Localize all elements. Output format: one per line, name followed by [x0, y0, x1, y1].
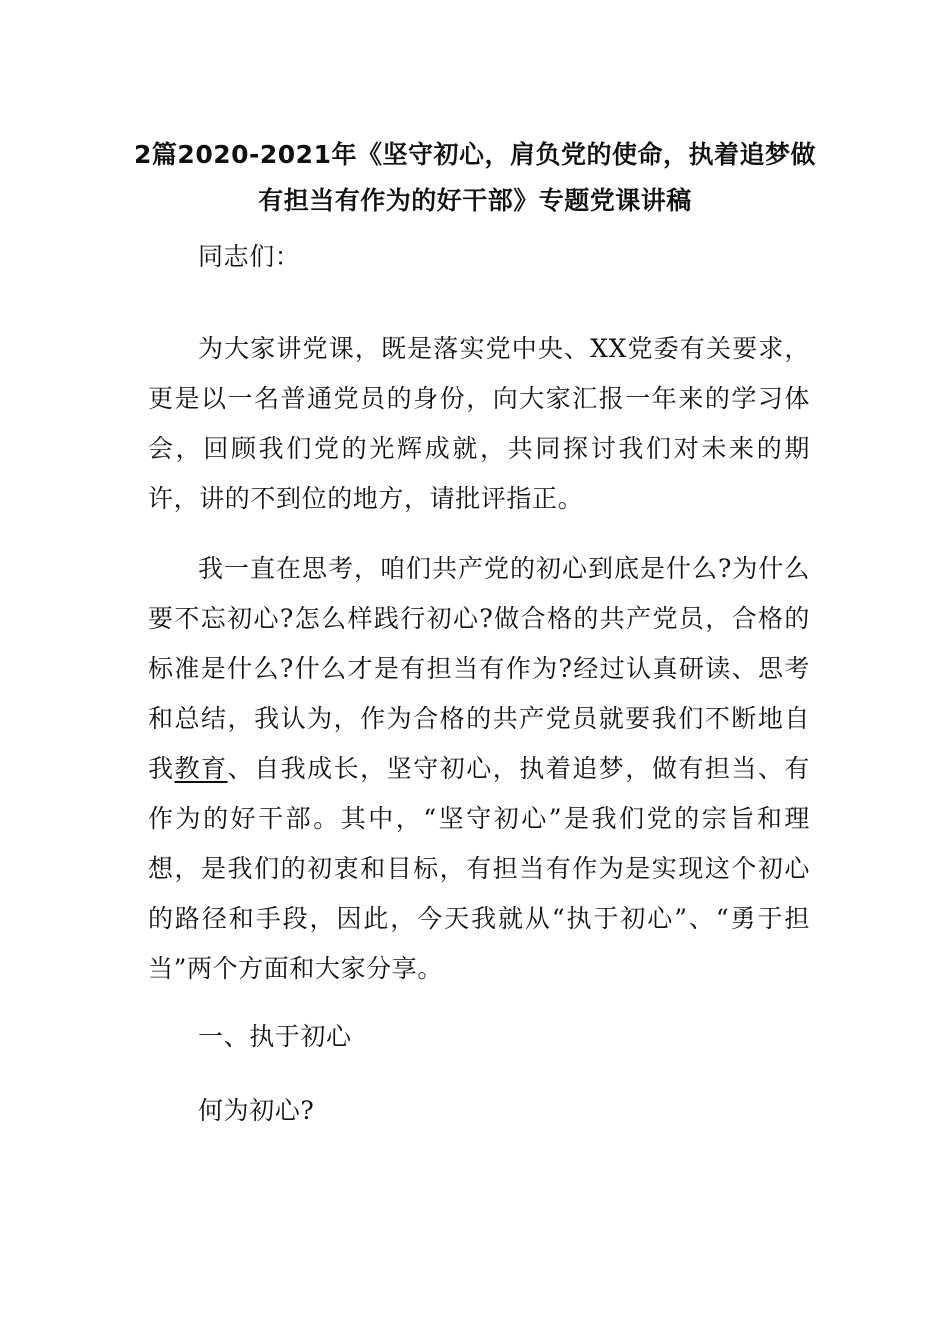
underlined-term: 教育: [174, 754, 228, 783]
title-line-1: 2篇2020-2021年《坚守初心，肩负党的使命，执着追梦做: [134, 140, 816, 169]
paragraph-2: [148, 544, 810, 994]
paragraph-1-block: [148, 324, 810, 524]
greeting-block: [148, 232, 810, 282]
question-1: 何为初心?: [198, 1096, 315, 1125]
section-1-heading: 一、执于初心: [198, 1022, 352, 1051]
title-line-2: 有担当有作为的好干部》专题党课讲稿: [258, 186, 692, 215]
section-1-block: [148, 1012, 810, 1062]
document-title: [100, 132, 850, 224]
greeting: 同志们：: [198, 242, 301, 271]
paragraph-1: 为大家讲党课，既是落实党中央、XX党委有关要求，更是以一名普通党员的身份，向大家汇报一年来的学习体会，回顾我们党的光辉成就，共同探讨我们对未来的期许，讲的不到位的地方，请批评指正。: [148, 334, 810, 513]
paragraph-2-text-a: 我一直在思考，咱们共产党的初心到底是什么?为什么要不忘初心?怎么样践行初心?做合格的共产党员，合格的标准是什么?什么才是有担当有作为?经过认真研读、思考和总结，我认为，作为合格的共产党员就要我们不断地自我: [148, 554, 810, 783]
question-block: [148, 1086, 810, 1136]
paragraph-2-text-b: 、自我成长，坚守初心，执着追梦，做有担当、有作为的好干部。其中，“坚守初心”是我们党的宗旨和理想，是我们的初衷和目标，有担当有作为是实现这个初心的路径和手段，因此，今天我就从“执于初心”、“勇于担当”两个方面和大家分享。: [148, 754, 811, 983]
paragraph-2-block: [148, 544, 810, 994]
